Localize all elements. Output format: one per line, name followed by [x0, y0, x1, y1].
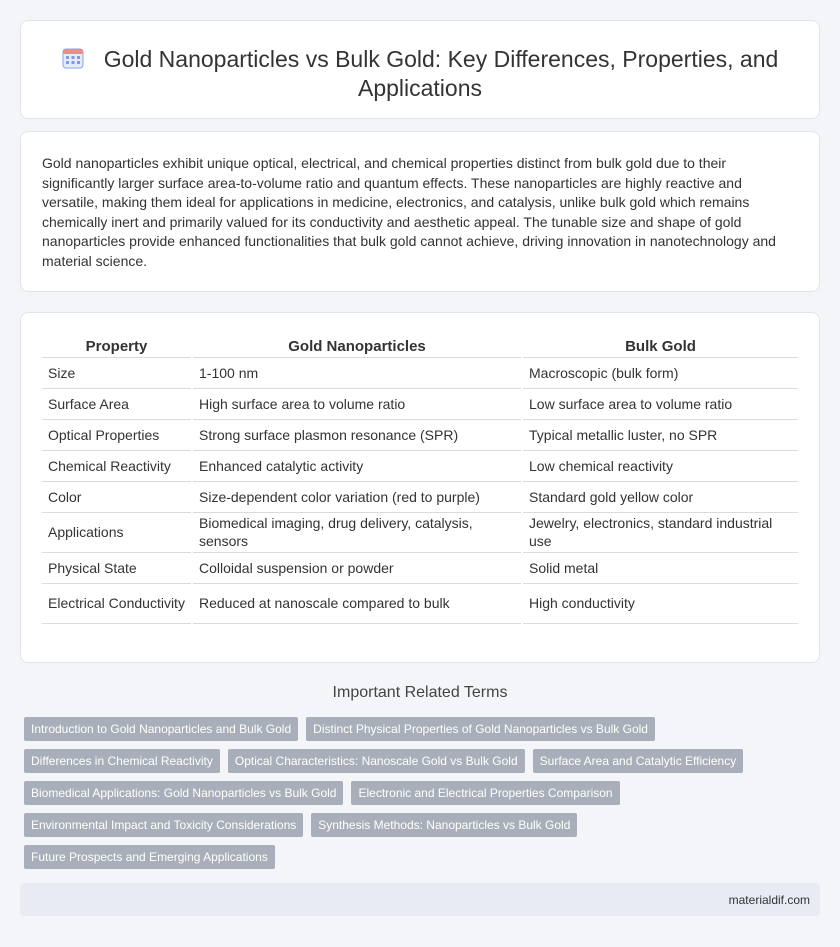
page-title: Gold Nanoparticles vs Bulk Gold: Key Differences, Properties, and Applications	[103, 46, 779, 101]
related-term-tag[interactable]: Electronic and Electrical Properties Comparison	[351, 781, 619, 805]
property-cell: Chemical Reactivity	[42, 450, 192, 481]
intro-card	[20, 131, 820, 292]
calendar-icon	[62, 47, 84, 69]
bulk-cell: Low surface area to volume ratio	[522, 388, 798, 419]
related-term-tag[interactable]: Biomedical Applications: Gold Nanoparticles vs Bulk Gold	[24, 781, 343, 805]
bulk-cell: Standard gold yellow color	[522, 481, 798, 512]
comparison-table	[42, 335, 798, 624]
property-cell: Electrical Conductivity	[42, 583, 192, 623]
title-card	[20, 20, 820, 119]
nanoparticles-cell: Colloidal suspension or powder	[192, 552, 522, 583]
table-row	[42, 583, 798, 623]
property-cell: Applications	[42, 512, 192, 552]
bulk-cell: Typical metallic luster, no SPR	[522, 419, 798, 450]
bulk-cell: High conductivity	[522, 583, 798, 623]
nanoparticles-cell: Reduced at nanoscale compared to bulk	[192, 583, 522, 623]
bulk-cell: Low chemical reactivity	[522, 450, 798, 481]
nanoparticles-cell: Biomedical imaging, drug delivery, catalysis, sensors	[192, 512, 522, 552]
table-row	[42, 450, 798, 481]
related-term-tag[interactable]: Differences in Chemical Reactivity	[24, 749, 220, 773]
table-header-row	[42, 335, 798, 357]
bulk-cell: Jewelry, electronics, standard industrial use	[522, 512, 798, 552]
related-term-tag[interactable]: Distinct Physical Properties of Gold Nanoparticles vs Bulk Gold	[306, 717, 655, 741]
related-terms-heading: Important Related Terms	[332, 684, 508, 701]
nanoparticles-cell: 1-100 nm	[192, 357, 522, 388]
related-term-tag[interactable]: Synthesis Methods: Nanoparticles vs Bulk Gold	[311, 813, 577, 837]
property-cell: Optical Properties	[42, 419, 192, 450]
intro-paragraph: Gold nanoparticles exhibit unique optical, electrical, and chemical properties distinct from bulk gold due to their significantly larger surface area-to-volume ratio and quantum effects. These nanoparticles are highly reactive and versatile, making them ideal for applications in medicine, electronics, and catalysis, unlike bulk gold which remains chemically inert and primarily valued for its conductivity and aesthetic appeal. The tunable size and shape of gold nanoparticles provide enhanced functionalities that bulk gold cannot achieve, driving innovation in nanotechnology and material science.	[42, 155, 776, 269]
footer	[20, 883, 820, 916]
table-row	[42, 419, 798, 450]
bulk-cell: Solid metal	[522, 552, 798, 583]
table-row	[42, 481, 798, 512]
table-row	[42, 512, 798, 552]
property-cell: Physical State	[42, 552, 192, 583]
header-property: Property	[42, 335, 192, 357]
header-bulk-gold: Bulk Gold	[522, 335, 798, 357]
nanoparticles-cell: Strong surface plasmon resonance (SPR)	[192, 419, 522, 450]
nanoparticles-cell: Enhanced catalytic activity	[192, 450, 522, 481]
bulk-cell: Macroscopic (bulk form)	[522, 357, 798, 388]
related-term-tag[interactable]: Environmental Impact and Toxicity Considerations	[24, 813, 303, 837]
related-term-tag[interactable]: Future Prospects and Emerging Applications	[24, 845, 275, 869]
table-row	[42, 552, 798, 583]
property-cell: Surface Area	[42, 388, 192, 419]
related-term-tag[interactable]: Surface Area and Catalytic Efficiency	[533, 749, 744, 773]
table-row	[42, 357, 798, 388]
comparison-card	[20, 312, 820, 663]
header-gold-nanoparticles: Gold Nanoparticles	[192, 335, 522, 357]
footer-site-link[interactable]: materialdif.com	[728, 893, 810, 907]
property-cell: Size	[42, 357, 192, 388]
nanoparticles-cell: Size-dependent color variation (red to purple)	[192, 481, 522, 512]
related-term-tag[interactable]: Introduction to Gold Nanoparticles and Bulk Gold	[24, 717, 298, 741]
table-row	[42, 388, 798, 419]
related-term-tag[interactable]: Optical Characteristics: Nanoscale Gold vs Bulk Gold	[228, 749, 525, 773]
property-cell: Color	[42, 481, 192, 512]
nanoparticles-cell: High surface area to volume ratio	[192, 388, 522, 419]
related-terms-list	[24, 717, 816, 877]
